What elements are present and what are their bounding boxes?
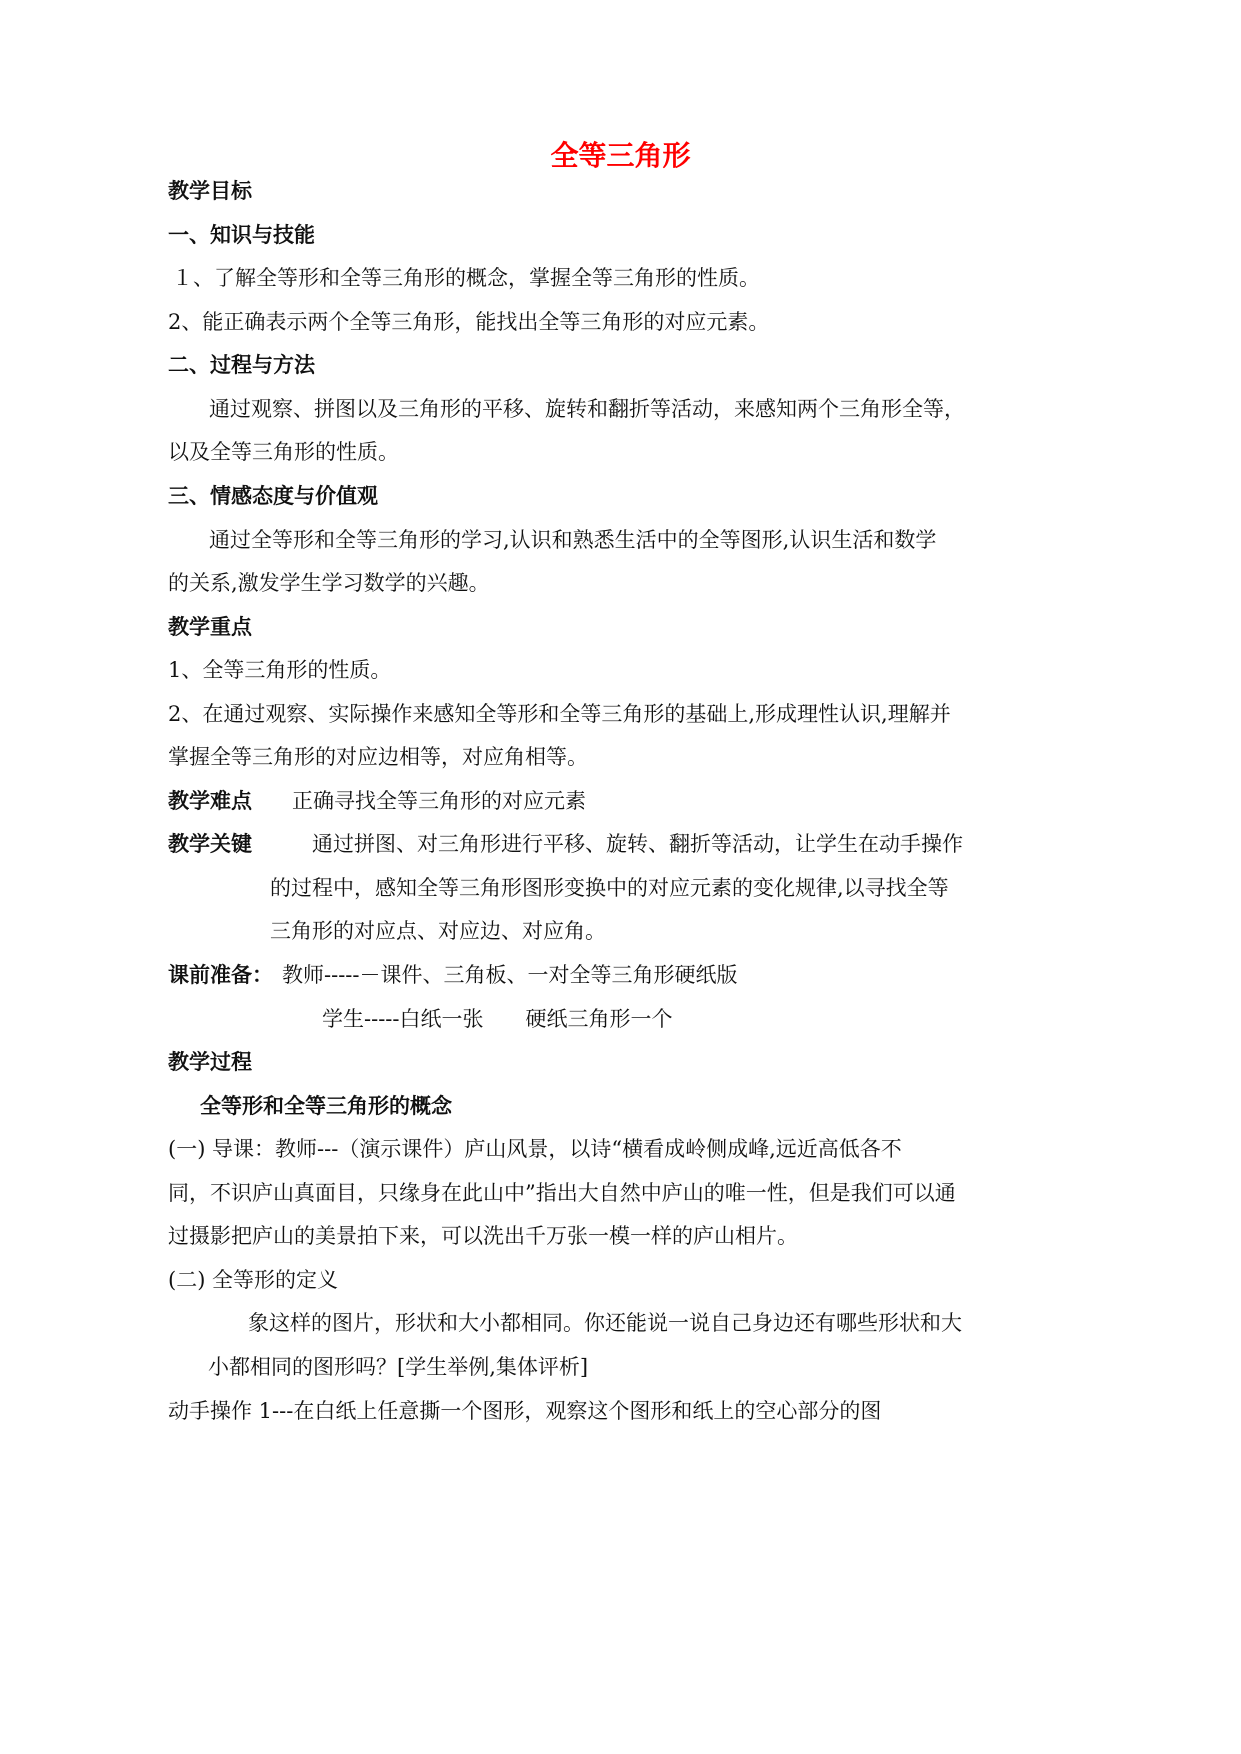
teaching-difficulty-text: 正确寻找全等三角形的对应元素 bbox=[292, 789, 586, 813]
teaching-focus-heading: 教学重点 bbox=[168, 615, 252, 639]
teaching-key-line-1: 通过拼图、对三角形进行平移、旋转、翻折等活动，让学生在动手操作 bbox=[312, 832, 963, 856]
teaching-goals-heading: 教学目标 bbox=[168, 179, 252, 203]
intro-line-1: (一) 导课：教师---（演示课件）庐山风景，以诗“横看成岭侧成峰,远近高低各不 bbox=[168, 1137, 902, 1161]
definition-heading: (二) 全等形的定义 bbox=[168, 1268, 339, 1292]
definition-line-2: 小都相同的图形吗？[学生举例,集体评析] bbox=[208, 1355, 589, 1379]
process-method-line-2: 以及全等三角形的性质。 bbox=[168, 440, 399, 464]
definition-line-1: 象这样的图片，形状和大小都相同。你还能说一说自己身边还有哪些形状和大 bbox=[248, 1311, 962, 1335]
preparation-teacher: 教师-----－课件、三角板、一对全等三角形硬纸版 bbox=[282, 963, 738, 987]
attitude-values-heading: 三、情感态度与价值观 bbox=[168, 484, 378, 508]
knowledge-item-1: １、了解全等形和全等三角形的概念，掌握全等三角形的性质。 bbox=[172, 266, 760, 290]
knowledge-skills-heading: 一、知识与技能 bbox=[168, 223, 315, 247]
process-method-line-1: 通过观察、拼图以及三角形的平移、旋转和翻折等活动，来感知两个三角形全等， bbox=[209, 397, 965, 421]
teaching-key-label: 教学关键 bbox=[168, 832, 252, 856]
focus-item-2-line-1: 2、在通过观察、实际操作来感知全等形和全等三角形的基础上,形成理性认识,理解并 bbox=[168, 702, 951, 726]
preparation-label: 课前准备： bbox=[168, 963, 273, 987]
teaching-key-line-3: 三角形的对应点、对应边、对应角。 bbox=[270, 919, 606, 943]
focus-item-2-line-2: 掌握全等三角形的对应边相等，对应角相等。 bbox=[168, 745, 588, 769]
preparation-student: 学生-----白纸一张 硬纸三角形一个 bbox=[322, 1007, 673, 1031]
knowledge-item-2: 2、能正确表示两个全等三角形，能找出全等三角形的对应元素。 bbox=[168, 310, 770, 334]
teaching-key-line-2: 的过程中，感知全等三角形图形变换中的对应元素的变化规律,以寻找全等 bbox=[270, 876, 949, 900]
operation-line-1: 动手操作 1---在白纸上任意撕一个图形，观察这个图形和纸上的空心部分的图 bbox=[168, 1399, 882, 1423]
intro-line-3: 过摄影把庐山的美景拍下来，可以洗出千万张一模一样的庐山相片。 bbox=[168, 1224, 798, 1248]
document-title: 全等三角形 bbox=[550, 139, 691, 172]
intro-line-2: 同，不识庐山真面目，只缘身在此山中”指出大自然中庐山的唯一性，但是我们可以通 bbox=[168, 1181, 956, 1205]
concept-heading: 全等形和全等三角形的概念 bbox=[200, 1094, 452, 1118]
focus-item-1: 1、全等三角形的性质。 bbox=[168, 658, 392, 682]
attitude-values-line-2: 的关系,激发学生学习数学的兴趣。 bbox=[168, 571, 490, 595]
teaching-difficulty-label: 教学难点 bbox=[168, 789, 252, 813]
attitude-values-line-1: 通过全等形和全等三角形的学习,认识和熟悉生活中的全等图形,认识生活和数学 bbox=[209, 528, 937, 552]
teaching-process-heading: 教学过程 bbox=[168, 1050, 252, 1074]
process-method-heading: 二、过程与方法 bbox=[168, 353, 315, 377]
